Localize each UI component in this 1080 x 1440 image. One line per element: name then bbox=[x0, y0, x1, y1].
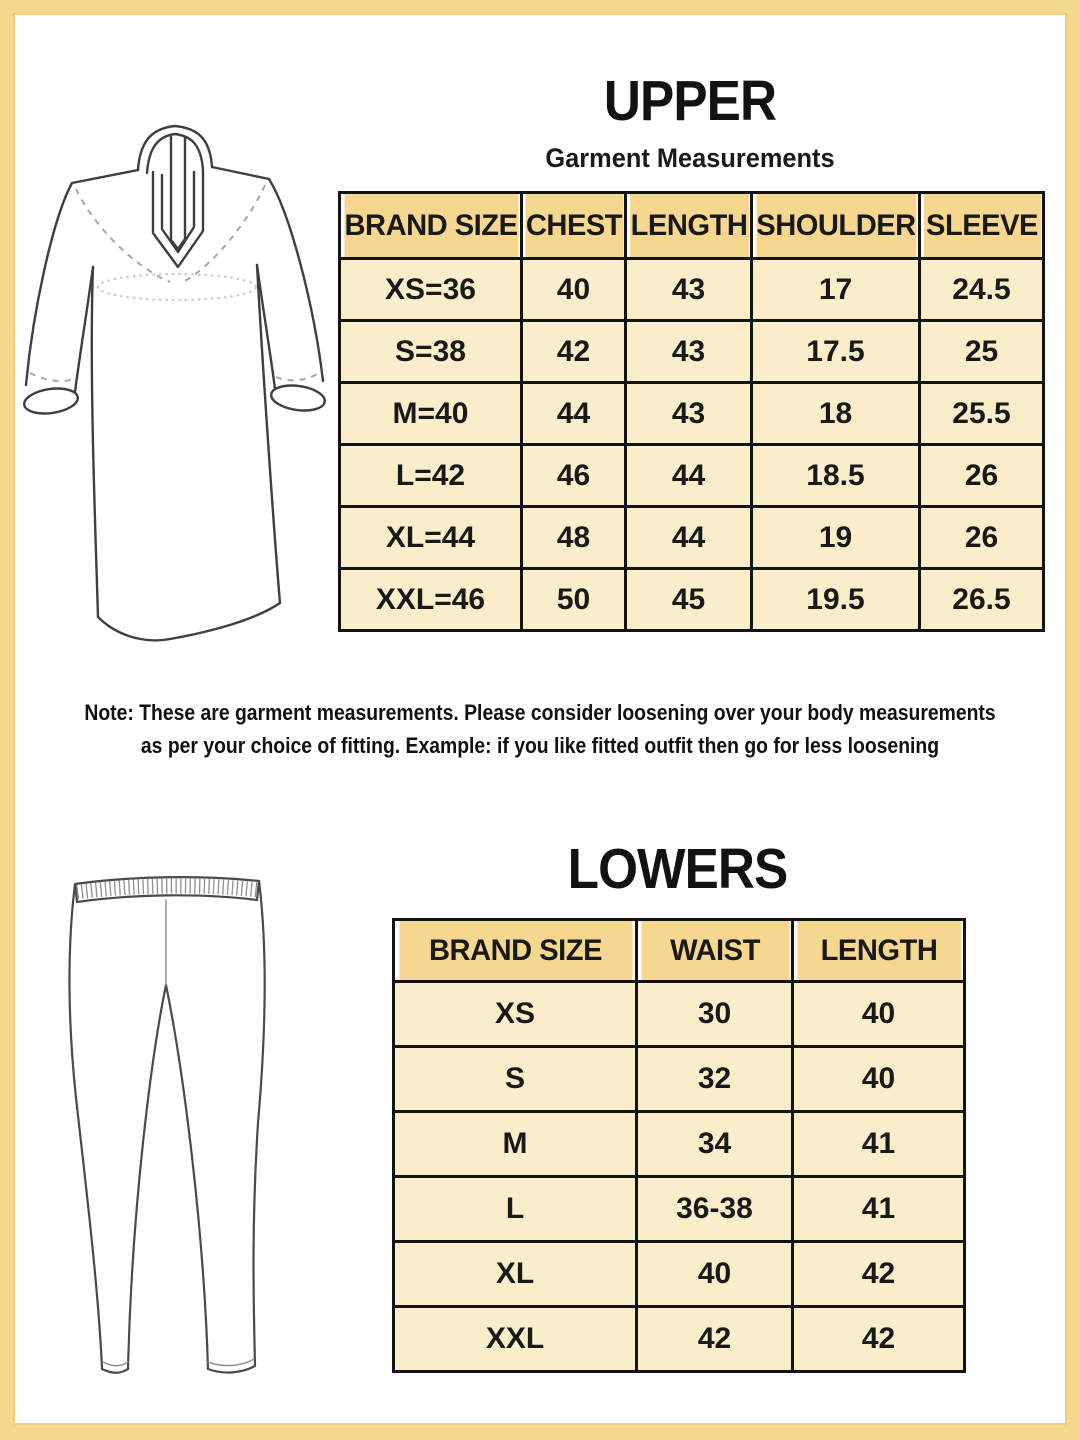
upper-col-brand-size: BRAND SIZE bbox=[342, 193, 519, 259]
cell-length: 41 bbox=[793, 1177, 965, 1242]
upper-size-row-m bbox=[340, 383, 1044, 445]
lowers-col-waist: WAIST bbox=[639, 920, 790, 982]
upper-size-row-xs bbox=[340, 259, 1044, 321]
cell-chest: 48 bbox=[522, 507, 626, 569]
upper-size-table bbox=[338, 191, 1045, 632]
note-text bbox=[65, 696, 1015, 762]
upper-size-row-s bbox=[340, 321, 1044, 383]
cell-waist: 42 bbox=[637, 1307, 793, 1372]
cell-sleeve: 24.5 bbox=[920, 259, 1044, 321]
cell-sleeve: 26 bbox=[920, 507, 1044, 569]
cell-size: M=40 bbox=[340, 383, 522, 445]
cell-sleeve: 26.5 bbox=[920, 569, 1044, 631]
cell-chest: 50 bbox=[522, 569, 626, 631]
cell-length: 40 bbox=[793, 1047, 965, 1112]
upper-size-row-xl bbox=[340, 507, 1044, 569]
cell-shoulder: 17.5 bbox=[752, 321, 920, 383]
cell-shoulder: 18 bbox=[752, 383, 920, 445]
cell-length: 44 bbox=[626, 507, 752, 569]
cell-shoulder: 17 bbox=[752, 259, 920, 321]
cell-shoulder: 18.5 bbox=[752, 445, 920, 507]
cell-size: XXL bbox=[394, 1307, 637, 1372]
cell-length: 40 bbox=[793, 982, 965, 1047]
lowers-size-row-s bbox=[394, 1047, 965, 1112]
upper-size-row-xxl bbox=[340, 569, 1044, 631]
cell-shoulder: 19.5 bbox=[752, 569, 920, 631]
lowers-size-row-xs bbox=[394, 982, 965, 1047]
upper-section-title: UPPER bbox=[603, 69, 777, 133]
upper-col-sleeve: SLEEVE bbox=[921, 193, 1041, 259]
cell-chest: 40 bbox=[522, 259, 626, 321]
cell-length: 43 bbox=[626, 321, 752, 383]
upper-header-row bbox=[340, 193, 1044, 259]
cell-waist: 40 bbox=[637, 1242, 793, 1307]
upper-size-row-l bbox=[340, 445, 1044, 507]
cell-length: 45 bbox=[626, 569, 752, 631]
lowers-size-row-xxl bbox=[394, 1307, 965, 1372]
cell-length: 43 bbox=[626, 383, 752, 445]
cell-size: XS bbox=[394, 982, 637, 1047]
cell-chest: 46 bbox=[522, 445, 626, 507]
lowers-header-row bbox=[394, 920, 965, 982]
cell-size: XL=44 bbox=[340, 507, 522, 569]
cell-sleeve: 25.5 bbox=[920, 383, 1044, 445]
cell-size: L bbox=[394, 1177, 637, 1242]
cell-sleeve: 26 bbox=[920, 445, 1044, 507]
cell-length: 42 bbox=[793, 1307, 965, 1372]
upper-col-length: LENGTH bbox=[627, 193, 749, 259]
lowers-size-row-l bbox=[394, 1177, 965, 1242]
cell-waist: 30 bbox=[637, 982, 793, 1047]
cell-shoulder: 19 bbox=[752, 507, 920, 569]
lowers-section-title: LOWERS bbox=[567, 837, 788, 901]
cell-chest: 42 bbox=[522, 321, 626, 383]
cell-length: 42 bbox=[793, 1242, 965, 1307]
cell-size: XXL=46 bbox=[340, 569, 522, 631]
cell-waist: 34 bbox=[637, 1112, 793, 1177]
cell-length: 41 bbox=[793, 1112, 965, 1177]
lowers-size-row-m bbox=[394, 1112, 965, 1177]
leggings-illustration-icon bbox=[62, 873, 268, 1380]
cell-waist: 36-38 bbox=[637, 1177, 793, 1242]
lowers-col-length: LENGTH bbox=[795, 920, 962, 982]
note-line-1: Note: These are garment measurements. Please consider loosening over your body measurements bbox=[84, 700, 996, 725]
cell-sleeve: 25 bbox=[920, 321, 1044, 383]
garment-measurements-subtitle: Garment Measurements bbox=[545, 143, 835, 173]
cell-size: M bbox=[394, 1112, 637, 1177]
cell-size: XL bbox=[394, 1242, 637, 1307]
upper-col-shoulder: SHOULDER bbox=[754, 193, 917, 259]
cell-size: XS=36 bbox=[340, 259, 522, 321]
cell-length: 43 bbox=[626, 259, 752, 321]
note-line-2: as per your choice of fitting. Example: if you like fitted outfit then go for less loosening bbox=[140, 733, 940, 758]
cell-size: S bbox=[394, 1047, 637, 1112]
cell-size: L=42 bbox=[340, 445, 522, 507]
lowers-size-row-xl bbox=[394, 1242, 965, 1307]
cell-size: S=38 bbox=[340, 321, 522, 383]
cell-chest: 44 bbox=[522, 383, 626, 445]
upper-col-chest: CHEST bbox=[523, 193, 624, 259]
kurta-illustration-icon bbox=[20, 115, 350, 650]
cell-waist: 32 bbox=[637, 1047, 793, 1112]
cell-length: 44 bbox=[626, 445, 752, 507]
lowers-size-table bbox=[392, 918, 966, 1373]
lowers-col-brand-size: BRAND SIZE bbox=[397, 920, 633, 982]
